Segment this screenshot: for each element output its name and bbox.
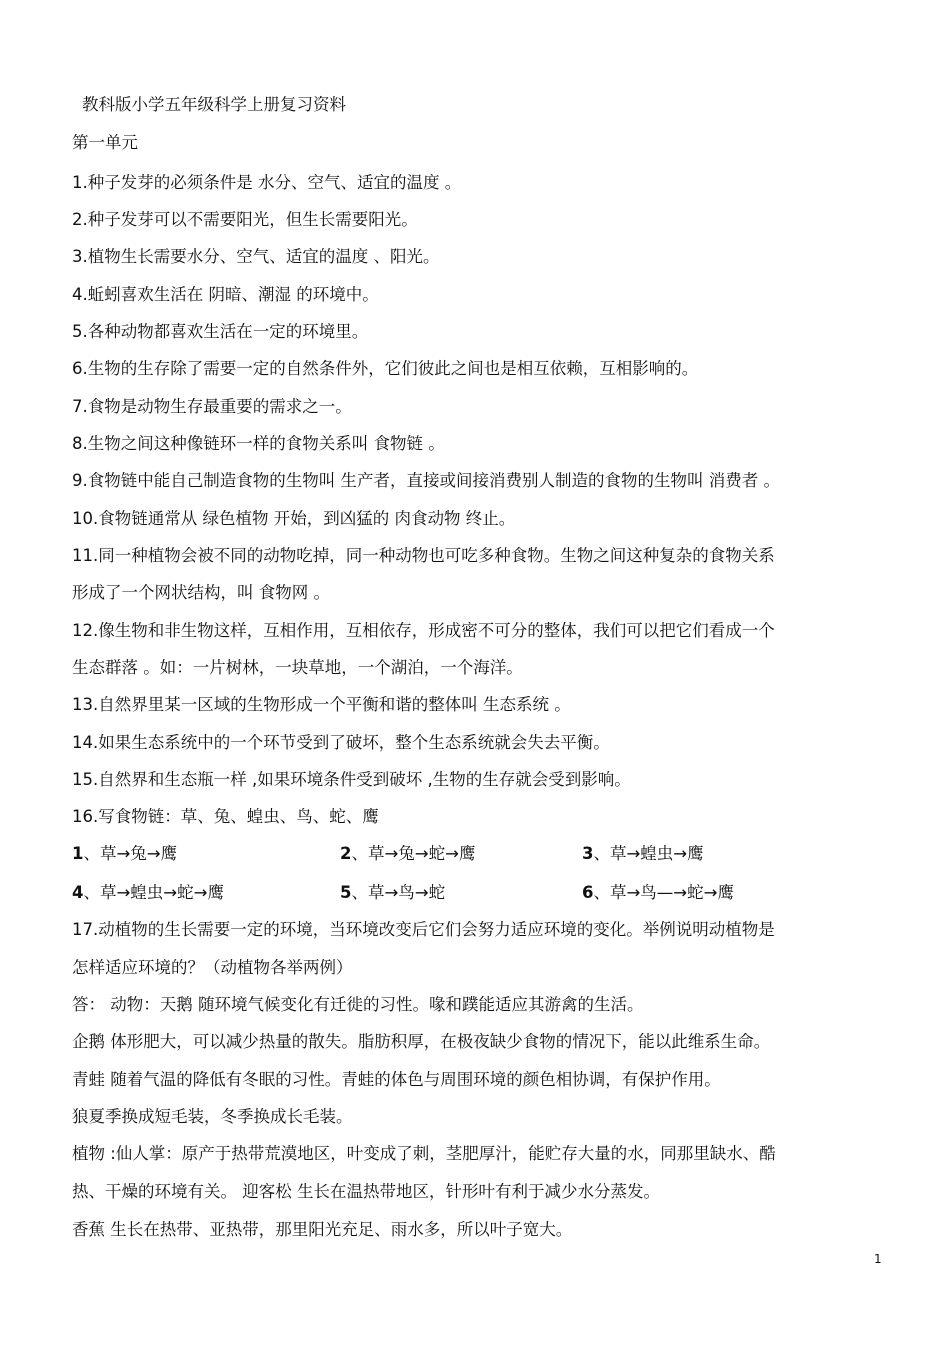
unit-heading: 第一单元 — [72, 133, 138, 152]
list-item: 15.自然界和生态瓶一样 ,如果环境条件受到破坏 ,生物的生存就会受到影响。 — [72, 770, 631, 789]
answer-line: 狼夏季换成短毛装，冬季换成长毛装。 — [72, 1107, 353, 1126]
food-chain-number: 2 — [340, 844, 352, 863]
food-chain-number: 4 — [72, 883, 84, 902]
answer-line: 答： 动物：天鹅 随环境气候变化有迁徙的习性。喙和蹼能适应其游禽的生活。 — [72, 995, 644, 1014]
answer-line: 热、干燥的环境有关。 迎客松 生长在温热带地区，针形叶有利于减少水分蒸发。 — [72, 1182, 660, 1201]
document-title: 教科版小学五年级科学上册复习资料 — [82, 95, 346, 114]
food-chain-number: 5 — [340, 883, 352, 902]
list-item: 12.像生物和非生物这样，互相作用，互相依存，形成密不可分的整体，我们可以把它们看成一个 — [72, 621, 775, 640]
answer-line: 香蕉 生长在热带、亚热带，那里阳光充足、雨水多，所以叶子宽大。 — [72, 1220, 573, 1239]
list-item: 9.食物链中能自己制造食物的生物叫 生产者，直接或间接消费别人制造的食物的生物叫 消费者 。 — [72, 471, 780, 490]
answer-line: 青蛙 随着气温的降低有冬眠的习性。青蛙的体色与周围环境的颜色相协调，有保护作用。 — [72, 1070, 721, 1089]
food-chain-number: 3 — [582, 844, 594, 863]
list-item: 形成了一个网状结构，叫 食物网 。 — [72, 583, 330, 602]
list-item: 17.动植物的生长需要一定的环境，当环境改变后它们会努力适应环境的变化。举例说明动植物是 — [72, 920, 775, 939]
food-chain-item — [582, 843, 704, 865]
food-chain-text: 、草→兔→鹰 — [83, 844, 178, 863]
food-chain-item — [582, 882, 734, 904]
list-item: 1.种子发芽的必须条件是 水分、空气、适宜的温度 。 — [72, 173, 462, 192]
list-item: 13.自然界里某一区域的生物形成一个平衡和谐的整体叫 生态系统 。 — [72, 695, 571, 714]
list-item: 16.写食物链：草、兔、蝗虫、鸟、蛇、鹰 — [72, 807, 379, 826]
answer-line: 植物 :仙人掌：原产于热带荒漠地区，叶变成了刺，茎肥厚汁，能贮存大量的水，同那里缺水、酷 — [72, 1144, 776, 1163]
list-item: 怎样适应环境的？（动植物各举两例） — [72, 958, 353, 977]
list-item: 6.生物的生存除了需要一定的自然条件外，它们彼此之间也是相互依赖，互相影响的。 — [72, 359, 699, 378]
food-chain-item — [340, 843, 475, 865]
food-chain-number: 6 — [582, 883, 594, 902]
answer-line: 企鹅 体形肥大，可以减少热量的散失。脂肪积厚，在极夜缺少食物的情况下，能以此维系生命。 — [72, 1032, 771, 1051]
food-chain-item — [340, 882, 445, 904]
list-item: 10.食物链通常从 绿色植物 开始，到凶猛的 肉食动物 终止。 — [72, 509, 516, 528]
list-item: 11.同一种植物会被不同的动物吃掉，同一种动物也可吃多种食物。生物之间这种复杂的食物关系 — [72, 546, 775, 565]
list-item: 2.种子发芽可以不需要阳光，但生长需要阳光。 — [72, 210, 418, 229]
list-item: 7.食物是动物生存最重要的需求之一。 — [72, 397, 352, 416]
food-chain-number: 1 — [72, 844, 84, 863]
food-chain-text: 、草→蝗虫→鹰 — [593, 844, 704, 863]
list-item: 5.各种动物都喜欢生活在一定的环境里。 — [72, 322, 369, 341]
food-chain-text: 、草→鸟—→蛇→鹰 — [593, 883, 734, 902]
list-item: 8.生物之间这种像链环一样的食物关系叫 食物链 。 — [72, 434, 445, 453]
list-item: 3.植物生长需要水分、空气、适宜的温度 、阳光。 — [72, 247, 440, 266]
food-chain-text: 、草→鸟→蛇 — [351, 883, 446, 902]
food-chain-item — [72, 843, 177, 865]
list-item: 14.如果生态系统中的一个环节受到了破坏，整个生态系统就会失去平衡。 — [72, 733, 610, 752]
food-chain-text: 、草→蝗虫→蛇→鹰 — [83, 883, 224, 902]
list-item: 4.蚯蚓喜欢生活在 阴暗、潮湿 的环境中。 — [72, 285, 379, 304]
list-item: 生态群落 。如：一片树林，一块草地，一个湖泊，一个海洋。 — [72, 658, 523, 677]
page-number: 1 — [874, 1252, 882, 1266]
food-chain-item — [72, 882, 224, 904]
food-chain-text: 、草→兔→蛇→鹰 — [351, 844, 476, 863]
